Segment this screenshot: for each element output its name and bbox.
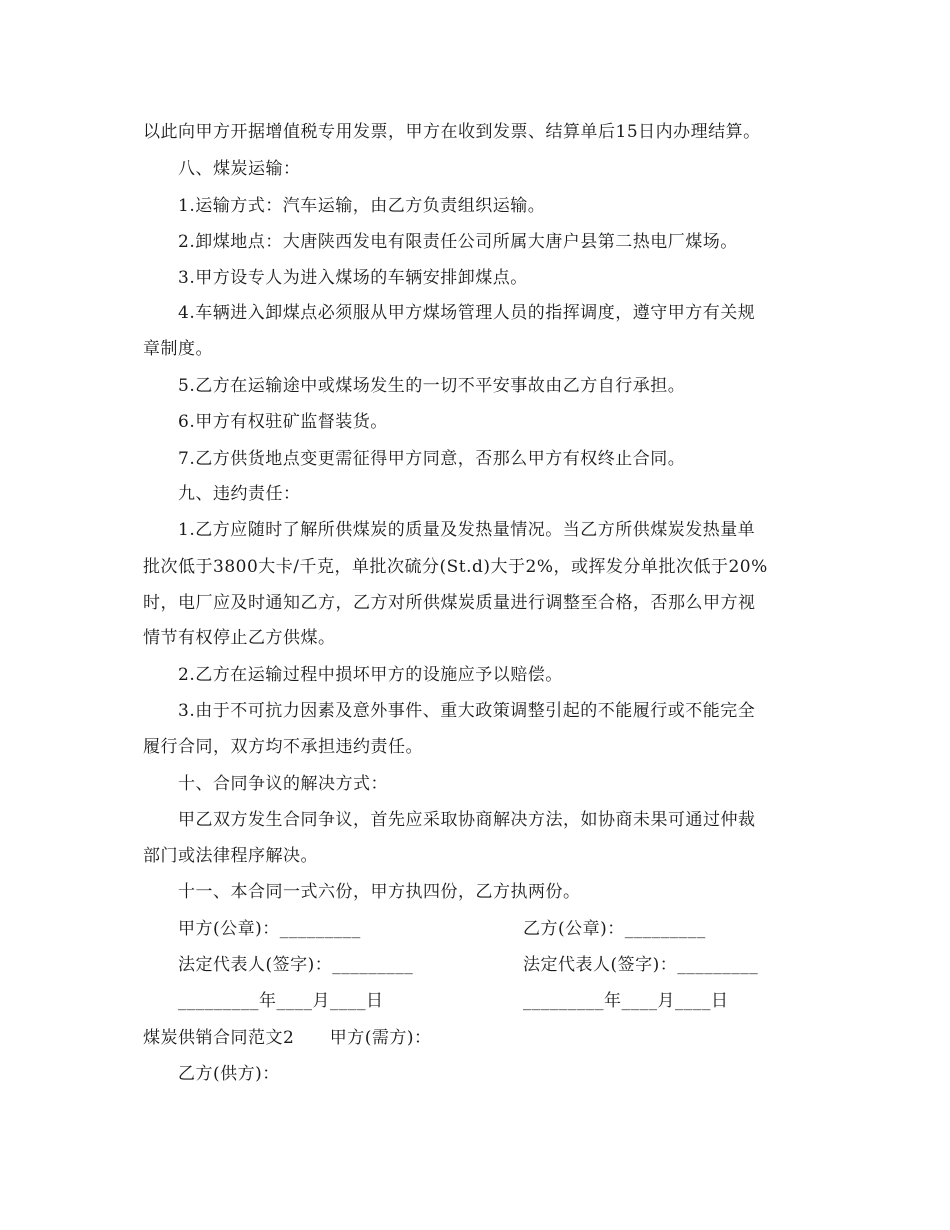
- party-b-date: _________年____月____日: [523, 991, 729, 1011]
- text-line: 5.乙方在运输途中或煤场发生的一切不平安事故由乙方自行承担。: [178, 376, 686, 396]
- section-heading: 八、煤炭运输：: [178, 159, 301, 179]
- section-heading: 九、违约责任：: [178, 484, 301, 504]
- party-b-seal: 乙方(公章)：_________: [523, 919, 706, 939]
- text-line: 3.甲方设专人为进入煤场的车辆安排卸煤点。: [178, 268, 528, 288]
- text-line: 时，电厂应及时通知乙方，乙方对所供煤炭质量进行调整至合格，否那么甲方视: [143, 593, 756, 613]
- text-line: 6.甲方有权驻矿监督装货。: [178, 412, 388, 432]
- text-line: 3.由于不可抗力因素及意外事件、重大政策调整引起的不能履行或不能完全: [178, 701, 756, 721]
- section-heading: 十、合同争议的解决方式：: [178, 774, 388, 794]
- text-line: 章制度。: [143, 339, 213, 359]
- text-line: 1.乙方应随时了解所供煤炭的质量及发热量情况。当乙方所供煤炭发热量单: [178, 520, 756, 540]
- text-line: 以此向甲方开据增值税专用发票，甲方在收到发票、结算单后15日内办理结算。: [143, 122, 761, 142]
- text-line: 2.乙方在运输过程中损坏甲方的设施应予以赔偿。: [178, 665, 563, 685]
- text-line: 部门或法律程序解决。: [143, 846, 318, 866]
- party-a-date: _________年____月____日: [178, 991, 384, 1011]
- text-line: 甲乙双方发生合同争议，首先应采取协商解决方法，如协商未果可通过仲裁: [178, 810, 756, 830]
- party-b-representative: 法定代表人(签字)：_________: [523, 955, 759, 975]
- text-line: 4.车辆进入卸煤点必须服从甲方煤场管理人员的指挥调度，遵守甲方有关规: [178, 303, 756, 323]
- text-line: 情节有权停止乙方供煤。: [143, 628, 336, 648]
- next-contract-party-b: 乙方(供方)：: [178, 1064, 280, 1084]
- party-a-representative: 法定代表人(签字)：_________: [178, 955, 414, 975]
- next-contract-title: 煤炭供销合同范文2 甲方(需方)：: [143, 1028, 432, 1048]
- text-line: 1.运输方式：汽车运输，由乙方负责组织运输。: [178, 196, 546, 216]
- party-a-seal: 甲方(公章)：_________: [178, 919, 361, 939]
- text-line: 7.乙方供货地点变更需征得甲方同意，否那么甲方有权终止合同。: [178, 449, 686, 469]
- text-line: 履行合同，双方均不承担违约责任。: [143, 737, 423, 757]
- text-line: 十一、本合同一式六份，甲方执四份，乙方执两份。: [178, 882, 581, 902]
- text-line: 2.卸煤地点：大唐陕西发电有限责任公司所属大唐户县第二热电厂煤场。: [178, 232, 738, 252]
- text-line: 批次低于3800大卡/千克，单批次硫分(St.d)大于2%，或挥发分单批次低于20%: [143, 557, 768, 577]
